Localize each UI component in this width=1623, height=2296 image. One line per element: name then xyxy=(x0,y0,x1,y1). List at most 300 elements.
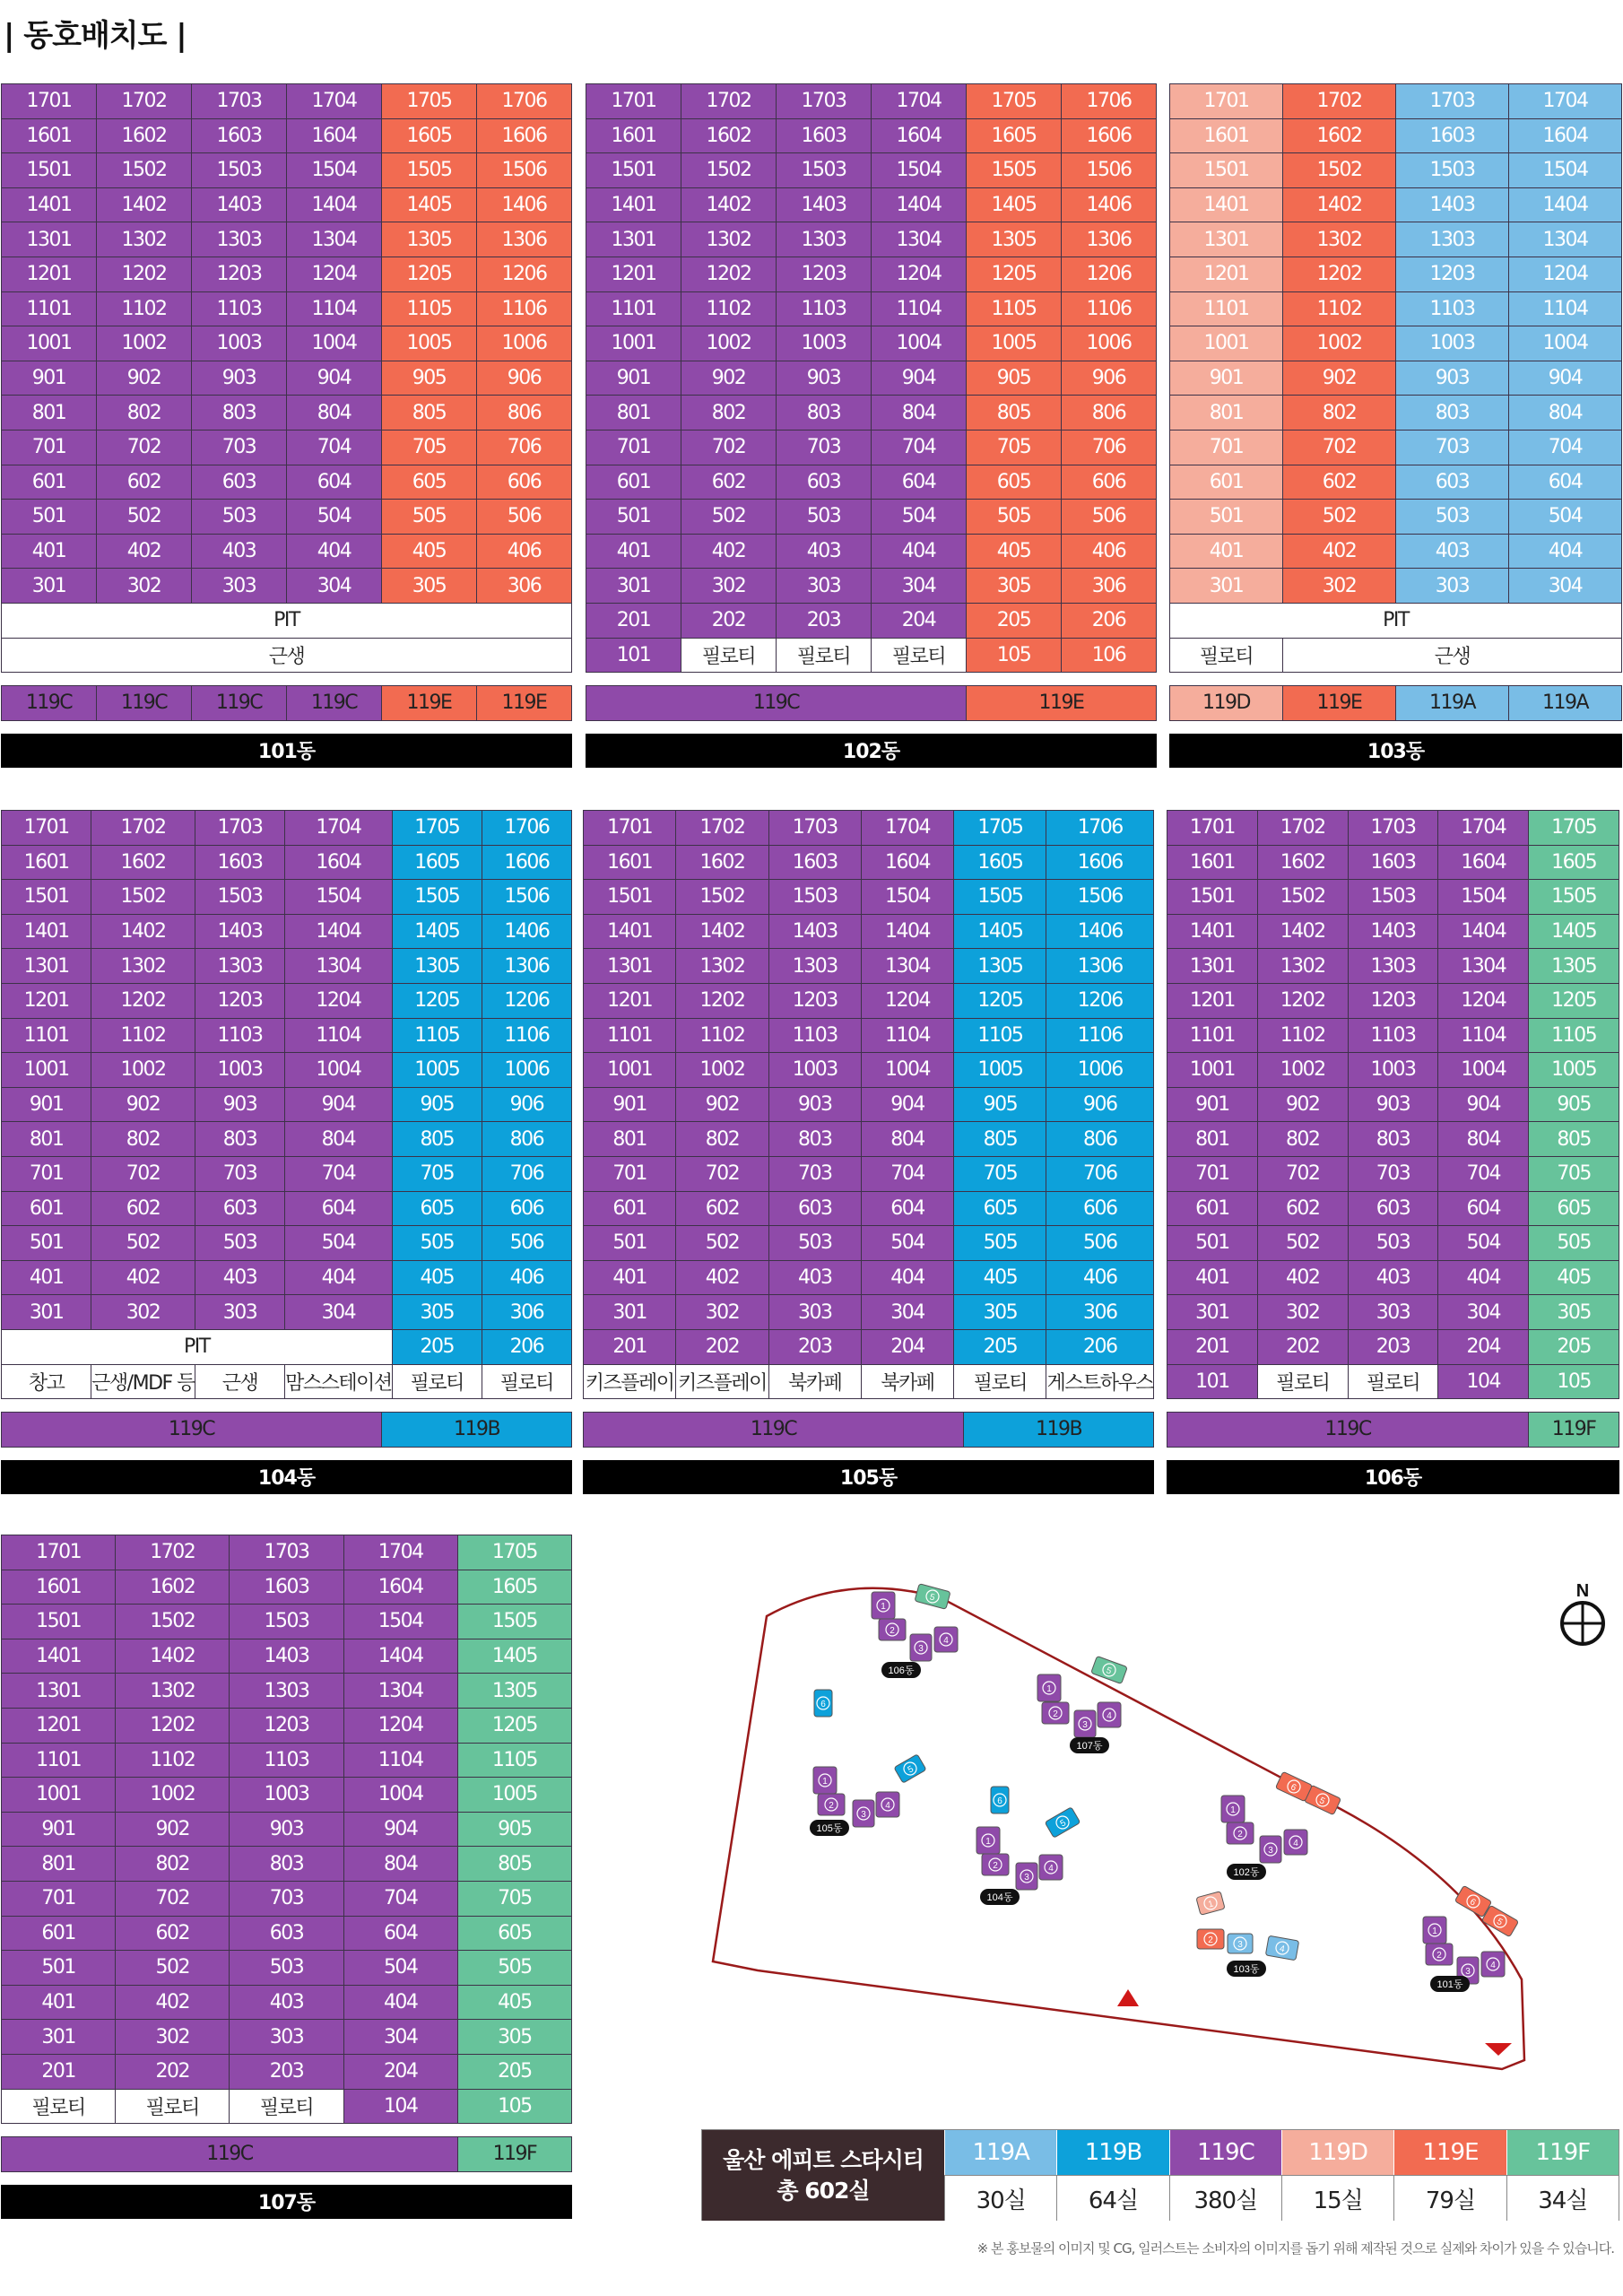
unit-cell: 1404 xyxy=(872,188,967,223)
svg-text:5: 5 xyxy=(928,1592,936,1604)
unit-cell: 1001 xyxy=(2,1778,116,1813)
unit-cell: 206 xyxy=(1046,1330,1154,1365)
unit-cell: 1405 xyxy=(967,188,1062,223)
svg-text:2: 2 xyxy=(993,1861,998,1871)
unit-cell: 901 xyxy=(2,361,97,396)
unit-type-label: 119F xyxy=(1529,1413,1619,1448)
unit-cell: 806 xyxy=(482,1122,572,1157)
unit-cell: 1004 xyxy=(1438,1053,1529,1088)
unit-cell: 1105 xyxy=(1529,1019,1619,1054)
unit-cell: 1106 xyxy=(482,1019,572,1054)
unit-type-label: 119D xyxy=(1170,686,1283,721)
unit-cell: 1503 xyxy=(1396,153,1509,188)
unit-cell: 1504 xyxy=(285,880,393,915)
unit-cell: 906 xyxy=(482,1088,572,1123)
unit-cell: 1001 xyxy=(586,326,681,361)
unit-cell: 1106 xyxy=(1062,292,1157,327)
unit-grid xyxy=(1169,83,1622,673)
unit-cell: 1004 xyxy=(872,326,967,361)
unit-cell: 601 xyxy=(2,1917,116,1952)
unit-cell: 1303 xyxy=(769,949,862,984)
unit-cell: 1506 xyxy=(482,880,572,915)
svg-text:103동: 103동 xyxy=(1233,1964,1260,1975)
unit-cell: 1005 xyxy=(458,1778,572,1813)
unit-cell: 1605 xyxy=(1529,846,1619,881)
unit-cell: 903 xyxy=(1349,1088,1439,1123)
unit-cell: 1003 xyxy=(195,1053,285,1088)
unit-cell: 1004 xyxy=(287,326,382,361)
unit-cell: 1001 xyxy=(1170,326,1283,361)
unit-type-bar xyxy=(583,1412,1154,1448)
unit-cell: 1302 xyxy=(97,222,192,257)
summary-type-label: 119F xyxy=(1506,2130,1619,2175)
page-title: | 동호배치도 | xyxy=(4,18,187,54)
unit-cell: 904 xyxy=(1509,361,1622,396)
unit-cell: 1205 xyxy=(393,984,482,1019)
unit-cell: 1202 xyxy=(1258,984,1349,1019)
site-unit-block xyxy=(853,1800,874,1827)
unit-cell: 1002 xyxy=(1283,326,1396,361)
unit-cell: 602 xyxy=(97,465,192,500)
unit-cell: 905 xyxy=(393,1088,482,1123)
svg-text:3: 3 xyxy=(1024,1873,1029,1883)
unit-cell: 1103 xyxy=(192,292,287,327)
unit-cell: 805 xyxy=(393,1122,482,1157)
unit-cell: 601 xyxy=(584,1192,676,1227)
unit-cell: 1402 xyxy=(681,188,777,223)
unit-cell: 803 xyxy=(1396,396,1509,430)
unit-cell: 506 xyxy=(477,500,572,535)
unit-cell: 1505 xyxy=(458,1605,572,1639)
unit-cell: 1601 xyxy=(2,1570,116,1605)
unit-cell: 1105 xyxy=(954,1019,1046,1054)
unit-cell: 304 xyxy=(287,569,382,604)
north-label: N xyxy=(1575,1581,1590,1601)
unit-grid xyxy=(1167,810,1619,1399)
unit-cell: 1405 xyxy=(382,188,477,223)
unit-cell: 1006 xyxy=(1046,1053,1154,1088)
unit-cell: 1101 xyxy=(1170,292,1283,327)
ground-floor-label: 게스트하우스 xyxy=(1046,1365,1154,1400)
summary-type-label: 119C xyxy=(1169,2130,1281,2175)
unit-cell: 904 xyxy=(344,1813,458,1848)
unit-cell: 1503 xyxy=(230,1605,343,1639)
unit-cell: 1705 xyxy=(393,811,482,846)
site-building-label xyxy=(881,1662,921,1678)
unit-cell: 502 xyxy=(97,500,192,535)
unit-cell: 405 xyxy=(967,535,1062,570)
unit-type-label: 119E xyxy=(1283,686,1396,721)
unit-cell: 1603 xyxy=(1396,119,1509,154)
unit-cell: 403 xyxy=(195,1261,285,1296)
unit-cell: 1001 xyxy=(2,326,97,361)
ground-floor-label: 필로티 xyxy=(393,1365,482,1400)
unit-cell: 1501 xyxy=(1167,880,1258,915)
unit-cell: 1303 xyxy=(1396,222,1509,257)
unit-cell: 605 xyxy=(382,465,477,500)
svg-text:6: 6 xyxy=(1468,1897,1478,1909)
unit-cell: 905 xyxy=(1529,1088,1619,1123)
site-unit-block xyxy=(1074,1710,1096,1737)
unit-cell: 1002 xyxy=(1258,1053,1349,1088)
unit-type-bar xyxy=(1167,1412,1619,1448)
unit-cell: 803 xyxy=(230,1847,343,1882)
unit-cell: 202 xyxy=(116,2055,230,2090)
unit-cell: 902 xyxy=(1258,1088,1349,1123)
unit-cell: 1605 xyxy=(458,1570,572,1605)
unit-cell: 1205 xyxy=(458,1709,572,1744)
unit-cell: 1201 xyxy=(2,257,97,292)
svg-text:2: 2 xyxy=(829,1801,834,1811)
unit-cell: 205 xyxy=(954,1330,1046,1365)
unit-cell: 1204 xyxy=(1509,257,1622,292)
unit-cell: 1306 xyxy=(1062,222,1157,257)
unit-cell: 302 xyxy=(676,1295,768,1330)
unit-cell: 1301 xyxy=(586,222,681,257)
unit-cell: 503 xyxy=(1349,1226,1439,1261)
unit-cell: 302 xyxy=(91,1295,195,1330)
unit-cell: 303 xyxy=(769,1295,862,1330)
unit-cell: 106 xyxy=(1062,639,1157,674)
unit-cell: 1602 xyxy=(116,1570,230,1605)
unit-cell: 1701 xyxy=(584,811,676,846)
svg-text:1: 1 xyxy=(1432,1926,1437,1936)
unit-cell: 1604 xyxy=(862,846,954,881)
unit-type-label: 119C xyxy=(2,2137,458,2172)
unit-cell: 1201 xyxy=(2,1709,116,1744)
unit-type-label: 119A xyxy=(1509,686,1622,721)
unit-cell: 1401 xyxy=(1167,915,1258,950)
unit-cell: 704 xyxy=(285,1157,393,1192)
unit-cell: 1405 xyxy=(954,915,1046,950)
unit-cell: 1706 xyxy=(1046,811,1154,846)
svg-text:3: 3 xyxy=(861,1810,866,1820)
unit-cell: 401 xyxy=(584,1261,676,1296)
unit-cell: 1102 xyxy=(681,292,777,327)
unit-cell: 601 xyxy=(2,1192,91,1227)
unit-cell: 1702 xyxy=(97,84,192,119)
unit-cell: 1003 xyxy=(192,326,287,361)
entrance-arrow-south xyxy=(1117,1989,1139,2006)
unit-cell: 1404 xyxy=(285,915,393,950)
unit-cell: 1304 xyxy=(344,1674,458,1709)
unit-cell: 402 xyxy=(1283,535,1396,570)
ground-floor-label: 필로티 xyxy=(681,639,777,674)
unit-cell: 1603 xyxy=(230,1570,343,1605)
unit-cell: 1705 xyxy=(382,84,477,119)
unit-cell: 1002 xyxy=(681,326,777,361)
unit-cell: 1302 xyxy=(1258,949,1349,984)
ground-floor-label: 근생 xyxy=(1283,639,1622,674)
unit-cell: 1506 xyxy=(1062,153,1157,188)
unit-cell: 1204 xyxy=(287,257,382,292)
unit-cell: 703 xyxy=(777,430,872,465)
unit-cell: 1002 xyxy=(116,1778,230,1813)
unit-cell: 403 xyxy=(1349,1261,1439,1296)
unit-cell: 906 xyxy=(1062,361,1157,396)
unit-cell: 702 xyxy=(1283,430,1396,465)
unit-cell: 501 xyxy=(2,1951,116,1986)
unit-cell: 902 xyxy=(676,1088,768,1123)
unit-cell: 1404 xyxy=(862,915,954,950)
unit-cell: 501 xyxy=(2,500,97,535)
unit-cell: 1205 xyxy=(1529,984,1619,1019)
unit-cell: 304 xyxy=(862,1295,954,1330)
unit-cell: 1304 xyxy=(287,222,382,257)
unit-cell: 705 xyxy=(954,1157,1046,1192)
svg-text:1: 1 xyxy=(1230,1805,1236,1815)
unit-cell: 1304 xyxy=(1438,949,1529,984)
ground-floor-label: 창고 xyxy=(2,1365,91,1400)
unit-cell: 401 xyxy=(1167,1261,1258,1296)
site-unit-block xyxy=(1227,1822,1254,1844)
unit-cell: 502 xyxy=(116,1951,230,1986)
unit-cell: 1502 xyxy=(676,880,768,915)
building-102-chart xyxy=(586,83,1157,768)
unit-cell: 1601 xyxy=(586,119,681,154)
unit-cell: 1406 xyxy=(482,915,572,950)
unit-cell: 1703 xyxy=(195,811,285,846)
unit-cell: 1202 xyxy=(97,257,192,292)
unit-cell: 1606 xyxy=(1046,846,1154,881)
unit-cell: 1002 xyxy=(91,1053,195,1088)
unit-cell: 1604 xyxy=(285,846,393,881)
unit-cell: 1004 xyxy=(1509,326,1622,361)
unit-cell: 404 xyxy=(872,535,967,570)
unit-type-bar xyxy=(1169,685,1622,721)
unit-cell: 602 xyxy=(116,1917,230,1952)
building-105-chart xyxy=(583,810,1154,1494)
summary-type-count: 79실 xyxy=(1393,2175,1506,2221)
unit-cell: 1504 xyxy=(1438,880,1529,915)
unit-cell: 406 xyxy=(1046,1261,1154,1296)
unit-cell: 803 xyxy=(1349,1122,1439,1157)
svg-text:4: 4 xyxy=(943,1636,949,1646)
unit-cell: 1506 xyxy=(1046,880,1154,915)
site-unit-block xyxy=(1197,1929,1224,1949)
unit-cell: 603 xyxy=(1349,1192,1439,1227)
unit-cell: 1501 xyxy=(586,153,681,188)
unit-cell: 1703 xyxy=(777,84,872,119)
unit-type-label: 119C xyxy=(97,686,192,721)
unit-cell: 303 xyxy=(777,569,872,604)
unit-cell: 1004 xyxy=(285,1053,393,1088)
unit-cell: 1502 xyxy=(1283,153,1396,188)
unit-cell: 1201 xyxy=(584,984,676,1019)
unit-cell: 1201 xyxy=(2,984,91,1019)
unit-cell: 704 xyxy=(344,1882,458,1917)
site-unit-block xyxy=(818,1794,845,1815)
unit-type-label: 119B xyxy=(382,1413,572,1448)
unit-cell: 1204 xyxy=(862,984,954,1019)
unit-cell: 905 xyxy=(967,361,1062,396)
unit-cell: 704 xyxy=(862,1157,954,1192)
unit-cell: 1105 xyxy=(393,1019,482,1054)
unit-cell: 903 xyxy=(192,361,287,396)
unit-cell: 1602 xyxy=(97,119,192,154)
unit-cell: 306 xyxy=(482,1295,572,1330)
svg-text:1: 1 xyxy=(985,1837,991,1847)
site-unit-block xyxy=(1098,1702,1121,1727)
unit-cell: 901 xyxy=(2,1088,91,1123)
unit-cell: 1604 xyxy=(287,119,382,154)
unit-type-bar xyxy=(1,685,572,721)
svg-text:5: 5 xyxy=(1495,1917,1505,1928)
building-name: 103동 xyxy=(1169,734,1622,768)
ground-floor-label: 근생/MDF 등 xyxy=(91,1365,195,1400)
unit-cell: 1304 xyxy=(1509,222,1622,257)
unit-cell: 1101 xyxy=(584,1019,676,1054)
unit-cell: 501 xyxy=(586,500,681,535)
unit-cell: 1705 xyxy=(954,811,1046,846)
unit-cell: 302 xyxy=(1283,569,1396,604)
unit-cell: 1603 xyxy=(192,119,287,154)
unit-cell: 305 xyxy=(1529,1295,1619,1330)
unit-cell: 1203 xyxy=(777,257,872,292)
unit-cell: 202 xyxy=(676,1330,768,1365)
unit-cell: 803 xyxy=(195,1122,285,1157)
unit-cell: 506 xyxy=(1046,1226,1154,1261)
unit-cell: 1303 xyxy=(777,222,872,257)
unit-type-bar xyxy=(1,1412,572,1448)
unit-cell: 1504 xyxy=(862,880,954,915)
building-107-chart xyxy=(1,1535,572,2219)
svg-text:1: 1 xyxy=(881,1602,886,1612)
unit-cell: 502 xyxy=(681,500,777,535)
building-103-chart xyxy=(1169,83,1622,768)
unit-cell: 1205 xyxy=(382,257,477,292)
site-building-label xyxy=(1227,1961,1266,1977)
unit-cell: 1101 xyxy=(2,1019,91,1054)
unit-cell: 604 xyxy=(862,1192,954,1227)
unit-cell: 1605 xyxy=(393,846,482,881)
unit-cell: 1102 xyxy=(91,1019,195,1054)
svg-text:102동: 102동 xyxy=(1233,1867,1260,1878)
unit-cell: 406 xyxy=(482,1261,572,1296)
site-building-label xyxy=(1227,1864,1266,1880)
unit-cell: 703 xyxy=(1349,1157,1439,1192)
unit-cell: 1301 xyxy=(2,222,97,257)
svg-text:1: 1 xyxy=(1046,1684,1052,1694)
unit-cell: 1505 xyxy=(1529,880,1619,915)
unit-cell: 903 xyxy=(769,1088,862,1123)
unit-cell: 1504 xyxy=(344,1605,458,1639)
unit-cell: 201 xyxy=(586,604,681,639)
ground-floor-label: 근생 xyxy=(2,639,572,674)
unit-cell: 406 xyxy=(477,535,572,570)
unit-cell: 805 xyxy=(458,1847,572,1882)
summary-type-count: 64실 xyxy=(1056,2175,1168,2221)
svg-text:4: 4 xyxy=(885,1801,890,1811)
unit-cell: 304 xyxy=(872,569,967,604)
unit-cell: 302 xyxy=(116,2020,230,2055)
summary-type-count: 34실 xyxy=(1506,2175,1619,2221)
unit-cell: 803 xyxy=(769,1122,862,1157)
svg-text:6: 6 xyxy=(820,1700,826,1709)
unit-cell: 802 xyxy=(1283,396,1396,430)
unit-cell: 603 xyxy=(230,1917,343,1952)
unit-cell: 1601 xyxy=(584,846,676,881)
building-name: 102동 xyxy=(586,734,1157,768)
unit-cell: 1406 xyxy=(1046,915,1154,950)
svg-text:3: 3 xyxy=(1082,1720,1088,1730)
unit-cell: 1003 xyxy=(1349,1053,1439,1088)
unit-cell: 506 xyxy=(1062,500,1157,535)
unit-cell: 1703 xyxy=(1349,811,1439,846)
unit-cell: 1501 xyxy=(584,880,676,915)
unit-cell: 1303 xyxy=(192,222,287,257)
unit-cell: 1002 xyxy=(676,1053,768,1088)
unit-cell: 105 xyxy=(1529,1365,1619,1400)
site-building-label xyxy=(1070,1737,1109,1753)
unit-cell: 1005 xyxy=(954,1053,1046,1088)
unit-cell: 1702 xyxy=(91,811,195,846)
unit-cell: 901 xyxy=(584,1088,676,1123)
ground-floor-label: 필로티 xyxy=(1258,1365,1349,1400)
unit-cell: 703 xyxy=(230,1882,343,1917)
unit-type-label: 119C xyxy=(2,1413,382,1448)
unit-cell: 1104 xyxy=(344,1744,458,1779)
unit-cell: 1003 xyxy=(769,1053,862,1088)
summary-type-count: 30실 xyxy=(944,2175,1056,2221)
summary-type-label: 119D xyxy=(1281,2130,1393,2175)
unit-cell: 1301 xyxy=(1167,949,1258,984)
site-unit-block xyxy=(1284,1830,1307,1855)
unit-cell: 1604 xyxy=(1438,846,1529,881)
unit-cell: 1201 xyxy=(1170,257,1283,292)
unit-cell: 904 xyxy=(285,1088,393,1123)
unit-cell: 301 xyxy=(2,569,97,604)
unit-cell: 1701 xyxy=(1167,811,1258,846)
unit-cell: 1102 xyxy=(1283,292,1396,327)
unit-cell: 1401 xyxy=(584,915,676,950)
unit-cell: 802 xyxy=(676,1122,768,1157)
unit-cell: 802 xyxy=(97,396,192,430)
unit-cell: 1305 xyxy=(393,949,482,984)
unit-cell: 701 xyxy=(2,1882,116,1917)
unit-cell: 801 xyxy=(586,396,681,430)
unit-cell: 801 xyxy=(1167,1122,1258,1157)
unit-cell: 404 xyxy=(285,1261,393,1296)
unit-cell: 801 xyxy=(2,396,97,430)
unit-cell: 1205 xyxy=(967,257,1062,292)
site-unit-block xyxy=(1426,1944,1453,1965)
unit-cell: 1301 xyxy=(2,1674,116,1709)
unit-cell: 703 xyxy=(1396,430,1509,465)
unit-cell: 801 xyxy=(584,1122,676,1157)
unit-cell: 602 xyxy=(91,1192,195,1227)
ground-floor-label: 필로티 xyxy=(954,1365,1046,1400)
unit-cell: 401 xyxy=(2,1261,91,1296)
unit-cell: 204 xyxy=(1438,1330,1529,1365)
unit-cell: 1006 xyxy=(477,326,572,361)
unit-cell: 1603 xyxy=(769,846,862,881)
svg-text:2: 2 xyxy=(890,1626,895,1636)
unit-summary-table xyxy=(701,2129,1619,2221)
unit-cell: 702 xyxy=(676,1157,768,1192)
svg-text:5: 5 xyxy=(906,1764,916,1776)
unit-cell: 904 xyxy=(862,1088,954,1123)
unit-cell: 502 xyxy=(1258,1226,1349,1261)
unit-grid xyxy=(1,810,572,1399)
unit-cell: 1504 xyxy=(287,153,382,188)
unit-cell: 1704 xyxy=(862,811,954,846)
ground-floor-label: 맘스스테이션 xyxy=(285,1365,393,1400)
site-unit-block xyxy=(813,1767,837,1794)
svg-text:3: 3 xyxy=(918,1644,924,1654)
unit-type-label: 119A xyxy=(1396,686,1509,721)
unit-cell: 1205 xyxy=(954,984,1046,1019)
